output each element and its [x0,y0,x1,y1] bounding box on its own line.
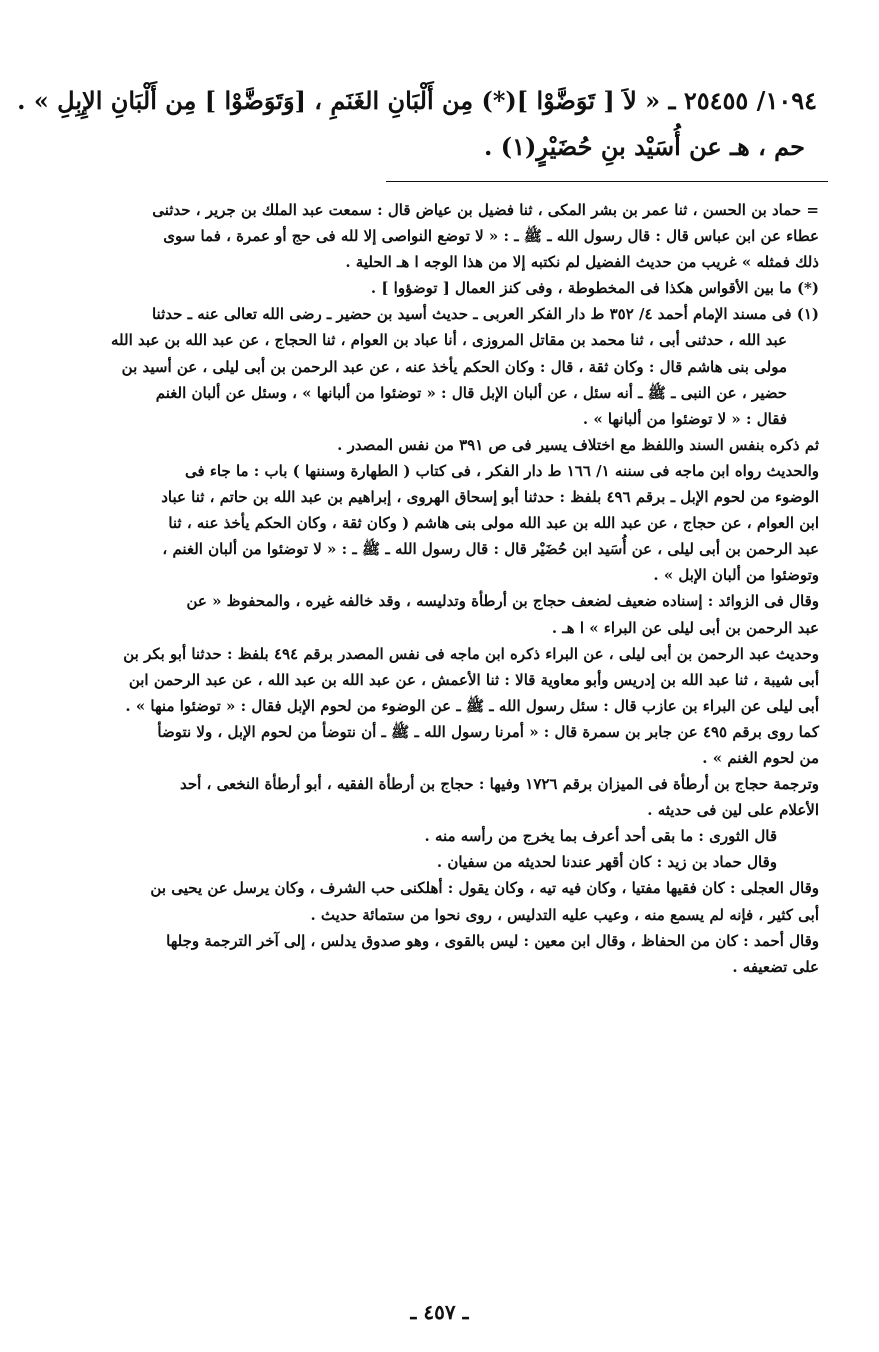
footnote-line: وحديث عبد الرحمن بن أبى ليلى ، عن البراء ذكره ابن ماجه فى نفس المصدر برقم ٤٩٤ بلفظ : حدثنا أبو بكر بن [123,644,819,663]
footnote-line: على تضعيفه . [732,957,819,976]
footnote-line: وقال حماد بن زيد : كان أقهر عندنا لحديثه من سفيان . [436,853,777,872]
hadith-text-line: ١٠٩٤/ ٢٥٤٥٥ ـ « لاَ [ تَوَضَّوْا ](*) مِن أَلْبَانِ الغَنَمِ ، [وَتَوَضَّوْا ] مِن أَلْبَانِ الإِبِلِ » . [17,86,817,115]
footnote-separator [386,181,828,182]
footnote-line: وقال العجلى : كان فقيها مفتيا ، وكان فيه تيه ، وكان يقول : أهلكنى حب الشرف ، وكان يرسل عن يحيى بن [150,879,819,898]
footnote-line: (*) ما بين الأقواس هكذا فى المخطوطة ، وفى كنز العمال [ توضؤوا ] . [370,279,819,298]
footnote-line: وتوضئوا من ألبان الإبل » . [653,566,819,585]
footnote-line: أبى شيبة ، ثنا عبد الله بن إدريس وأبو معاوية قالا : ثنا الأعمش ، عن عبد الله بن عبد الله ، عن عبد الرحمن ابن [128,670,819,689]
footnote-line: = حماد بن الحسن ، ثنا عمر بن بشر المكى ، ثنا فضيل بن عياض قال : سمعت عبد الملك بن جرير ، حدثنى [152,201,819,219]
footnote-line: كما روى برقم ٤٩٥ عن جابر بن سمرة قال : « أمرنا رسول الله ـ ﷺ ـ أن نتوضأ من لحوم الإبل ، ولا نتوضأ [157,722,819,741]
footnotes [58,197,819,980]
footnote-line: وترجمة حجاج بن أرطأة فى الميزان برقم ١٧٢٦ وفيها : حجاج بن أرطأة الفقيه ، أبو أرطأة النخعى ، أحد [180,775,819,794]
footnote-line: فقال : « لا توضئوا من ألبانها » . [582,409,787,428]
footnote-line: وقال أحمد : كان من الحفاظ ، وقال ابن معين : ليس بالقوى ، وهو صدوق يدلس ، إلى آخر الترجمة وجلها [166,931,819,950]
footnote-line: من لحوم الغنم » . [702,748,819,767]
footnote-line: وقال فى الزوائد : إسناده ضعيف لضعف حجاج بن أرطأة وتدليسه ، وقد خالفه غيره ، والمحفوظ « عن [186,592,819,611]
footnote-line: ذلك فمثله » غريب من حديث الفضيل لم نكتبه إلا من هذا الوجه ا هـ الحلية . [345,253,819,272]
footnote-line: ابن العوام ، عن حجاج ، عن عبد الله بن عبد الله مولى بنى هاشم ( وكان ثقة ، وكان الحكم يأخذ عنه ، ثنا [168,514,819,533]
footnote-line: عبد الله ، حدثنى أبى ، ثنا محمد بن مقاتل المروزى ، أنا عباد بن العوام ، ثنا الحجاج ، عن عبد الله بن عبد الله [110,331,787,350]
footnote-line: والحديث رواه ابن ماجه فى سننه ١/ ١٦٦ ط دار الفكر ، فى كتاب ( الطهارة وسننها ) باب : ما جاء فى [184,461,819,480]
hadith-block [17,78,817,170]
footnote-line: مولى بنى هاشم قال : وكان ثقة ، قال : وكان الحكم يأخذ عنه ، عن عبد الرحمن بن أبى ليلى ، عن أسيد بن [121,357,787,376]
footnote-line: عطاء عن ابن عباس قال : قال رسول الله ـ ﷺ ـ : « لا توضع النواصى إلا لله فى حج أو عمرة ، فما سوى [163,227,819,246]
footnote-line: (١) فى مسند الإمام أحمد ٤/ ٣٥٢ ط دار الفكر العربى ـ حديث أسيد بن حضير ـ رضى الله تعالى عنه ـ حدثنا [151,305,819,324]
footnote-line: حضير ، عن النبى ـ ﷺ ـ أنه سئل ، عن ألبان الإبل قال : « توضئوا من ألبانها » ، وسئل عن ألبان الغنم [155,383,787,402]
page-number: ـ ٤٥٧ ـ [410,1300,469,1324]
footnote-line: أبى ليلى عن البراء بن عازب قال : سئل رسول الله ـ ﷺ ـ عن الوضوء من لحوم الإبل فقال : « توضئوا منها » . [125,696,819,715]
footnote-line: الوضوء من لحوم الإبل ـ برقم ٤٩٦ بلفظ : حدثنا أبو إسحاق الهروى ، إبراهيم بن عبد الله بن حاتم ، ثنا عباد [161,488,819,507]
footnote-line: ثم ذكره بنفس السند واللفظ مع اختلاف يسير فى ص ٣٩١ من نفس المصدر . [337,435,819,454]
footnote-line: الأعلام على لين فى حديثه . [647,801,819,820]
hadith-source-line: حم ، هـ عن أُسَيْد بنِ حُضَيْرٍ(١) . [484,132,805,161]
footnote-line: عبد الرحمن بن أبى ليلى ، عن أُسَيد ابن حُضَيْر قال : قال رسول الله ـ ﷺ ـ : « لا توضئوا من ألبان الغنم ، [162,540,819,559]
footnote-line: قال الثورى : ما بقى أحد أعرف بما يخرج من رأسه منه . [424,827,777,846]
footnote-line: أبى كثير ، فإنه لم يسمع منه ، وعيب عليه التدليس ، روى نحوا من ستمائة حديث . [310,905,819,924]
footnote-line: عبد الرحمن بن أبى ليلى عن البراء » ا هـ . [551,618,819,637]
